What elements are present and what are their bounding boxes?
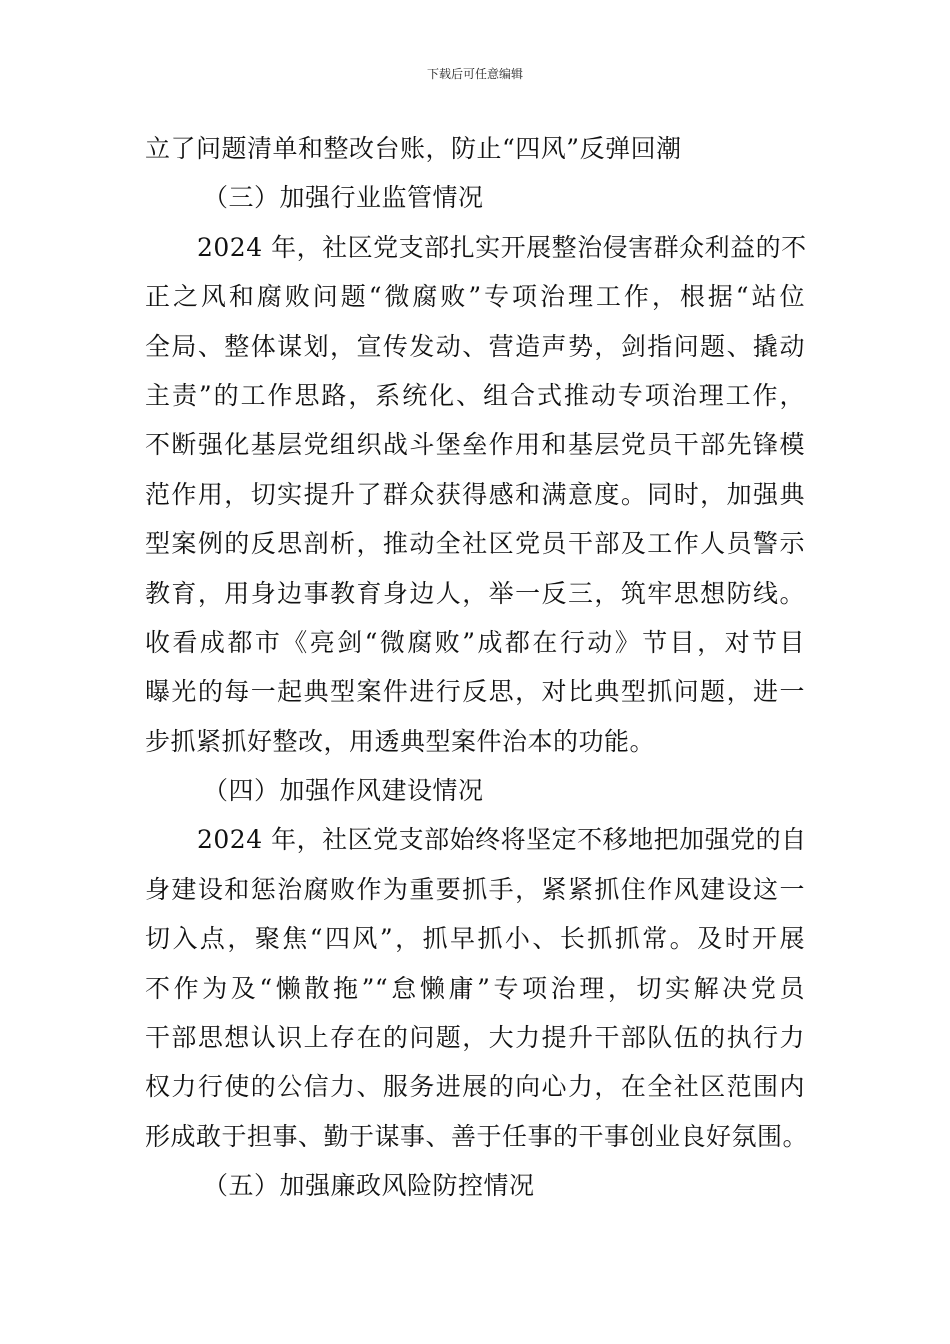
text-line: 正之风和腐败问题“微腐败”专项治理工作，根据“站位 <box>145 282 805 312</box>
text-line: 收看成都市《亮剑“微腐败”成都在行动》节目，对节目 <box>145 627 805 657</box>
text-line: 2024 年，社区党支部扎实开展整治侵害群众利益的不 <box>197 232 807 262</box>
text-line: 身建设和惩治腐败作为重要抓手，紧紧抓住作风建设这一 <box>145 874 805 904</box>
text-line: 立了问题清单和整改台账，防止“四风”反弹回潮 <box>145 134 682 163</box>
page-header: 下载后可任意编辑 <box>426 67 523 81</box>
section-heading: （五）加强廉政风险防控情况 <box>203 1171 535 1201</box>
text-line: 步抓紧抓好整改，用透典型案件治本的功能。 <box>145 726 656 756</box>
text-line: 主责”的工作思路，系统化、组合式推动专项治理工作， <box>145 380 805 410</box>
text-line: 曝光的每一起典型案件进行反思，对比典型抓问题，进一 <box>145 677 805 707</box>
section-heading: （三）加强行业监管情况 <box>203 183 484 213</box>
text-line: 全局、整体谋划，宣传发动、营造声势，剑指问题、撬动 <box>145 331 805 361</box>
document-body <box>145 124 809 1211</box>
text-line: 不作为及“懒散拖”“怠懒庸”专项治理，切实解决党员 <box>145 973 805 1003</box>
text-line: 2024 年，社区党支部始终将坚定不移地把加强党的自 <box>197 825 807 855</box>
text-line: 教育，用身边事教育身边人，举一反三，筑牢思想防线。 <box>145 578 805 608</box>
text-line: 范作用，切实提升了群众获得感和满意度。同时，加强典 <box>145 479 805 509</box>
text-line: 形成敢于担事、勤于谋事、善于任事的干事创业良好氛围。 <box>145 1121 809 1151</box>
text-line: 型案例的反思剖析，推动全社区党员干部及工作人员警示 <box>145 529 805 559</box>
section-heading: （四）加强作风建设情况 <box>203 776 484 806</box>
text-line: 不断强化基层党组织战斗堡垒作用和基层党员干部先锋模 <box>145 430 805 460</box>
text-line: 权力行使的公信力、服务进展的向心力，在全社区范围内 <box>145 1072 805 1102</box>
text-line: 切入点，聚焦“四风”，抓早抓小、长抓抓常。及时开展 <box>145 924 805 954</box>
text-line: 干部思想认识上存在的问题，大力提升干部队伍的执行力 <box>145 1023 805 1053</box>
